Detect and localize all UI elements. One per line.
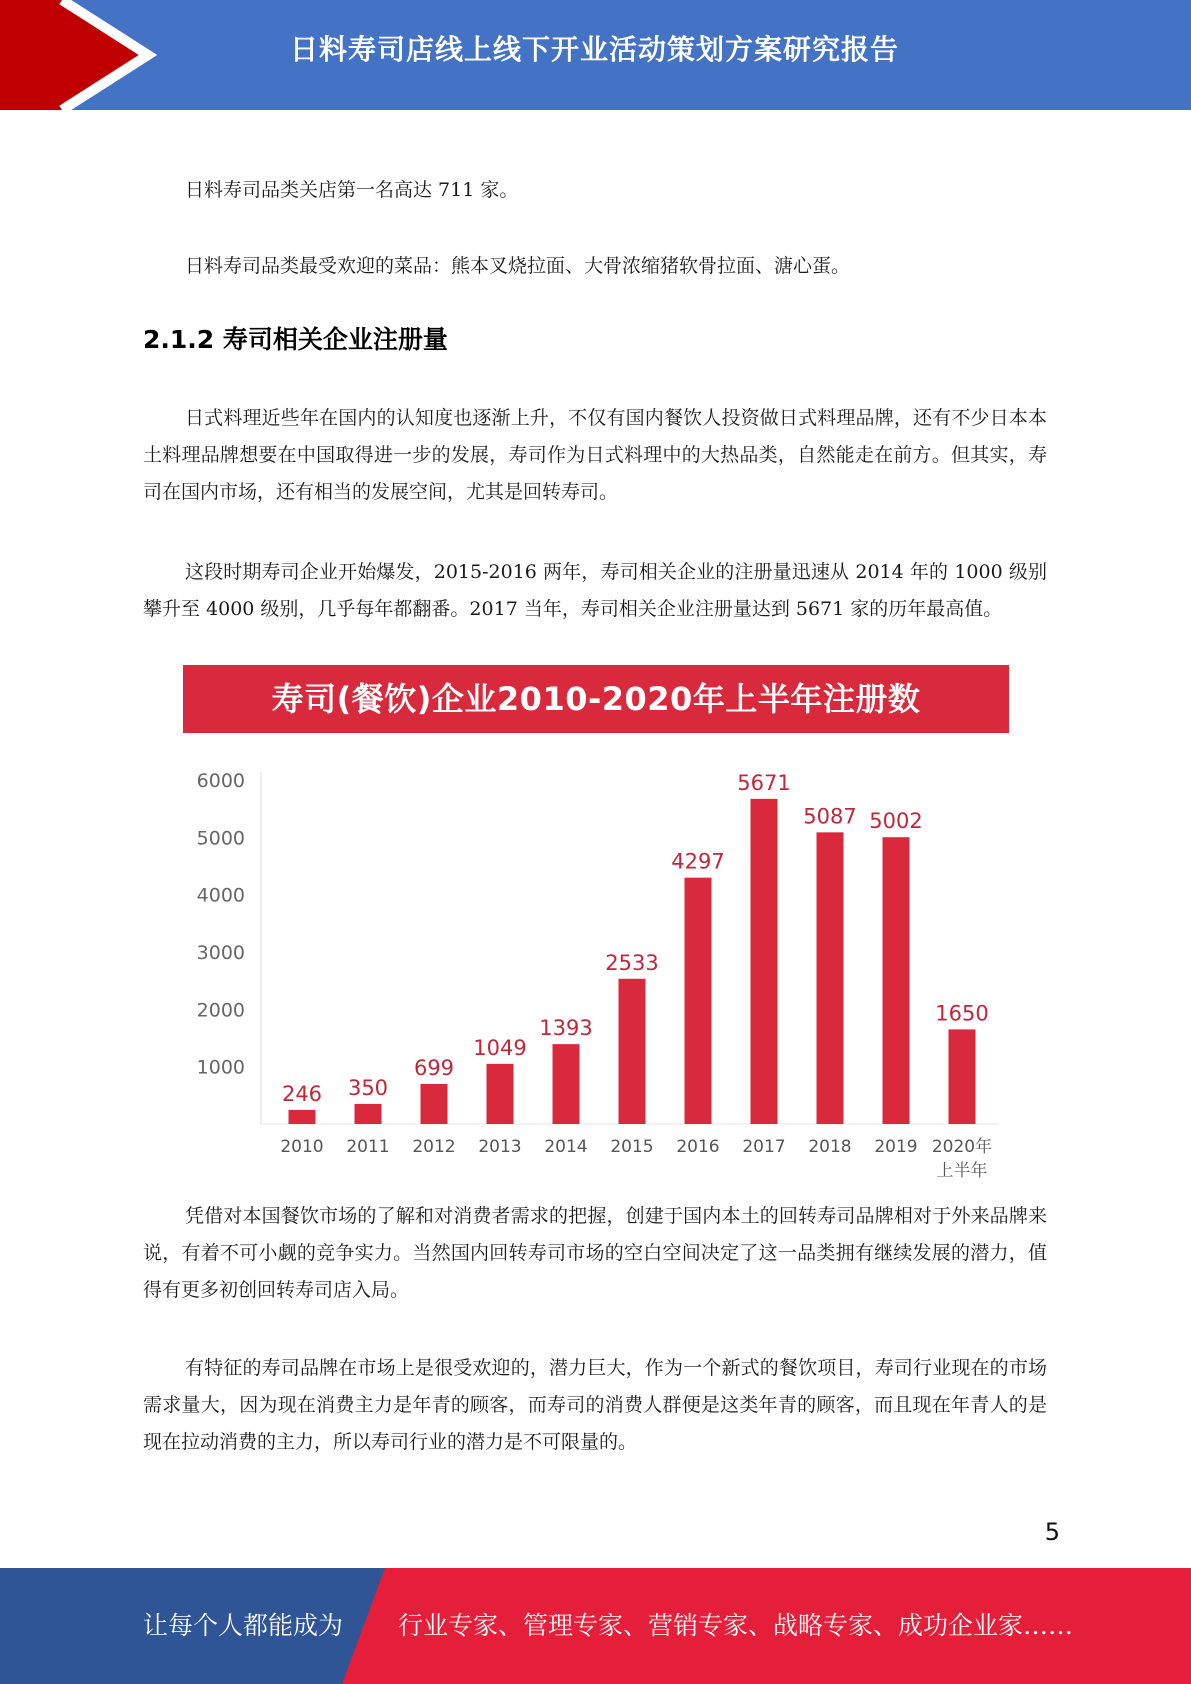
section-heading: 2.1.2 寿司相关企业注册量: [143, 325, 448, 354]
x-tick-label: 2014: [544, 1137, 588, 1157]
data-label: 5671: [737, 770, 791, 795]
bar-chart: [183, 740, 1009, 1180]
bar: [685, 878, 712, 1124]
bar: [553, 1044, 580, 1124]
footer-slogan: 让每个人都能成为: [143, 1611, 344, 1640]
footer-roles: 行业专家、管理专家、营销专家、战略专家、成功企业家……: [398, 1611, 1074, 1640]
page-number: 5: [1044, 1518, 1060, 1546]
x-tick-label: 上半年: [936, 1161, 988, 1180]
x-tick-label: 2019: [874, 1137, 918, 1157]
y-tick-label: 5000: [196, 827, 245, 850]
x-tick-label: 2018: [808, 1137, 852, 1157]
bar: [487, 1064, 514, 1124]
x-tick-label: 2016: [676, 1137, 720, 1157]
x-tick-label: 2013: [478, 1137, 522, 1157]
paragraph-closures: 日料寿司品类关店第一名高达 711 家。: [185, 179, 519, 201]
page-footer: [0, 1568, 1191, 1684]
bar: [751, 799, 778, 1124]
paragraph-registration-growth: 这段时期寿司企业开始爆发，2015-2016 两年，寿司相关企业的注册量迅速从 2014 年的 1000 级别攀升至 4000 级别，几乎每年都翻番。2017 当年，寿司相关企业注册量达到 5671 家的历年最高值。: [143, 561, 1047, 620]
page-header: [0, 0, 1191, 110]
paragraph-domestic-brands: 凭借对本国餐饮市场的了解和对消费者需求的把握，创建于国内本土的回转寿司品牌相对于外来品牌来说，有着不可小觑的竞争实力。当然国内回转寿司市场的空白空间决定了这一品类拥有继续发展的潜力，值得有更多初创回转寿司店入局。: [143, 1205, 1047, 1301]
paragraph-popular-dishes: 日料寿司品类最受欢迎的菜品：熊本叉烧拉面、大骨浓缩猪软骨拉面、溏心蛋。: [185, 255, 851, 277]
data-label: 350: [347, 1075, 389, 1100]
x-tick-label: 2011: [346, 1137, 390, 1157]
y-tick-label: 4000: [196, 884, 245, 907]
bar: [883, 837, 910, 1124]
data-label: 4297: [671, 849, 725, 874]
data-label: 5002: [869, 809, 923, 834]
x-tick-label: 2015: [610, 1137, 654, 1157]
chart-title: 寿司(餐饮)企业2010-2020年上半年注册数: [183, 665, 1009, 733]
bar: [355, 1104, 382, 1124]
x-tick-label: 2010: [280, 1137, 324, 1157]
document-title: 日料寿司店线上线下开业活动策划方案研究报告: [290, 33, 900, 66]
bar: [619, 979, 646, 1124]
paragraph-japanese-cuisine: 日式料理近些年在国内的认知度也逐渐上升，不仅有国内餐饮人投资做日式料理品牌，还有不少日本本土料理品牌想要在中国取得进一步的发展，寿司作为日式料理中的大热品类，自然能走在前方。但其实，寿司在国内市场，还有相当的发展空间，尤其是回转寿司。: [143, 407, 1047, 503]
y-tick-label: 2000: [196, 999, 245, 1022]
bar: [421, 1084, 448, 1124]
data-label: 2533: [605, 950, 659, 975]
x-tick-label: 2017: [742, 1137, 786, 1157]
x-tick-label: 2020年: [931, 1137, 993, 1157]
bar: [949, 1029, 976, 1124]
y-tick-label: 1000: [196, 1056, 245, 1079]
data-label: 1393: [539, 1016, 593, 1041]
x-tick-label: 2012: [412, 1137, 456, 1157]
data-label: 699: [413, 1055, 455, 1080]
data-label: 5087: [803, 804, 857, 829]
data-label: 246: [281, 1081, 323, 1106]
bar: [289, 1110, 316, 1124]
paragraph-market-potential: 有特征的寿司品牌在市场上是很受欢迎的，潜力巨大，作为一个新式的餐饮项目，寿司行业现在的市场需求量大，因为现在消费主力是年青的顾客，而寿司的消费人群便是这类年青的顾客，而且现在年青人的是现在拉动消费的主力，所以寿司行业的潜力是不可限量的。: [143, 1357, 1047, 1453]
bar: [817, 832, 844, 1124]
y-tick-label: 3000: [196, 942, 245, 964]
y-tick-label: 6000: [196, 770, 245, 792]
data-label: 1049: [473, 1035, 527, 1060]
data-label: 1650: [935, 1001, 989, 1026]
